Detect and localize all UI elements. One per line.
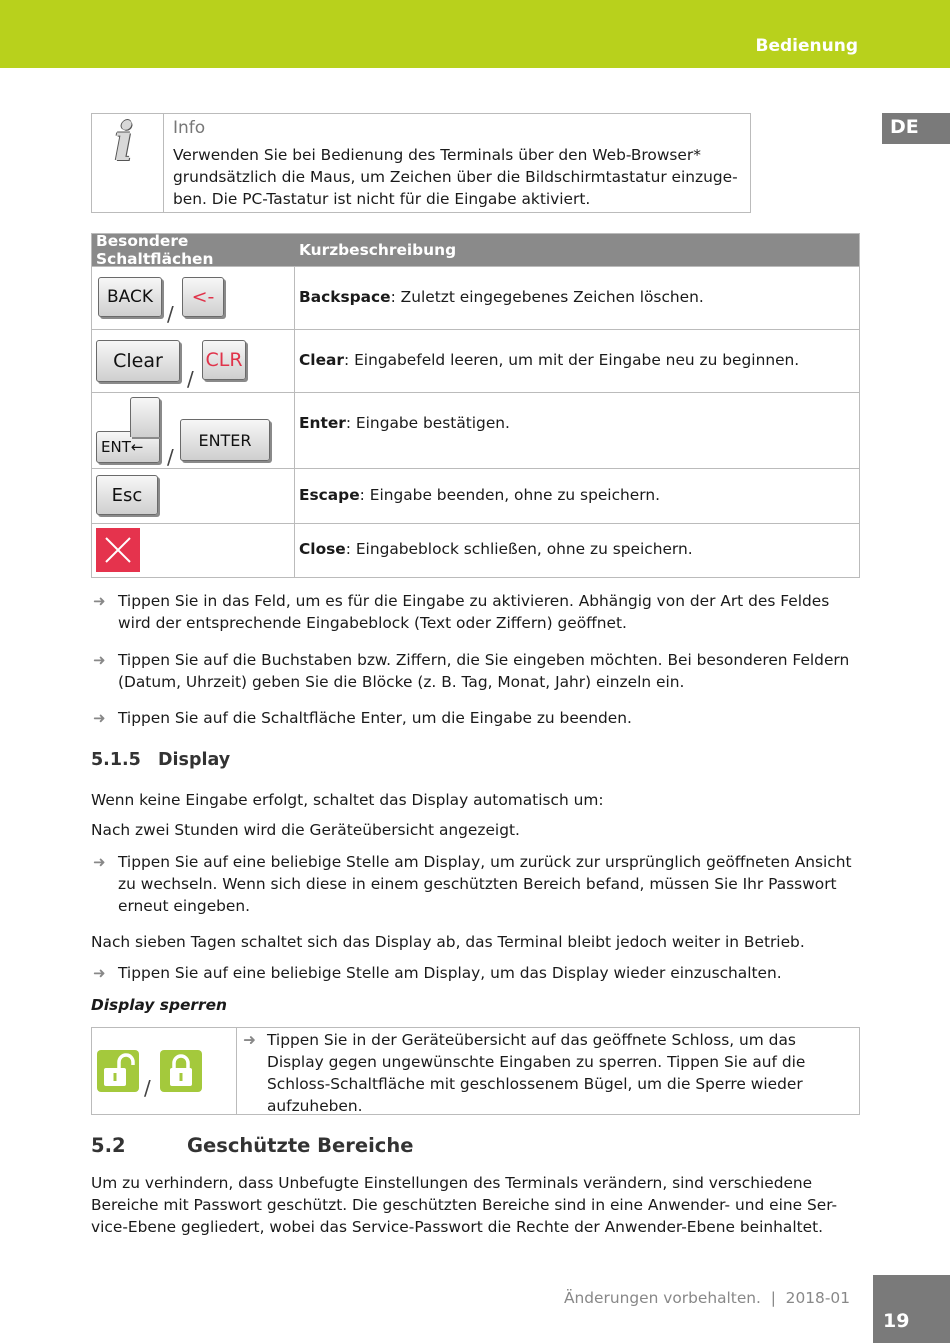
esc-key-icon: Esc (96, 475, 158, 515)
arrow-right-icon: ➜ (93, 592, 106, 610)
row-description (295, 393, 510, 468)
lock-line: Tippen Sie in der Geräteübersicht auf das geöffnete Schloss, um das (267, 1031, 796, 1049)
section-title: Geschützte Bereiche (187, 1134, 414, 1157)
button-icons (92, 267, 295, 329)
term: Escape (299, 486, 360, 504)
paragraph: Nach sieben Tagen schaltet sich das Display ab, das Terminal bleibt jedoch weiter in Betrieb. (91, 933, 805, 951)
header-bar (0, 0, 950, 68)
info-title: Info (173, 118, 206, 138)
info-line: ben. Die PC-Tastatur ist nicht für die Eingabe aktiviert. (173, 190, 591, 208)
bullet-line: Tippen Sie auf eine beliebige Stelle am Display, um das Display wieder einzuschalten. (118, 964, 782, 982)
term: Close (299, 540, 346, 558)
info-icon: i (114, 112, 134, 173)
arrow-right-icon: ➜ (93, 853, 106, 871)
info-box (91, 113, 751, 213)
column-header-description: Kurzbeschreibung (299, 241, 457, 259)
unlocked-padlock-icon (97, 1050, 139, 1092)
bullet-line: Tippen Sie in das Feld, um es für die Eingabe zu aktivieren. Abhängig von der Art des Feldes (118, 592, 830, 610)
back-key-icon: BACK (98, 277, 162, 317)
description-text: : Eingabe beenden, ohne zu speichern. (359, 486, 660, 504)
instruction-bullet (91, 649, 860, 693)
instruction-bullet (91, 707, 860, 729)
separator-slash: / (144, 1076, 151, 1100)
table-row-backspace (92, 266, 859, 329)
separator-slash: / (167, 445, 174, 469)
lock-line: Schloss-Schaltfläche mit geschlossenem Bügel, um die Sperre wieder (267, 1075, 803, 1093)
button-icons (92, 524, 295, 577)
section-number: 5.1.5 (91, 750, 141, 770)
ent-key-upper-part (130, 397, 160, 437)
table-row-clear (92, 329, 859, 392)
lock-instruction-text (242, 1029, 852, 1117)
lock-instruction-box (91, 1027, 860, 1115)
row-description (295, 267, 704, 329)
table-row-close (92, 523, 859, 577)
info-text (173, 144, 745, 210)
instruction-bullet (91, 851, 860, 917)
page-number: 19 (873, 1275, 950, 1343)
arrow-right-icon: ➜ (93, 651, 106, 669)
ent-key-icon: ENT ← (96, 431, 160, 463)
clear-key-icon: Clear (96, 340, 180, 382)
bullet-line: wird der entsprechende Eingabeblock (Text oder Ziffern) geöffnet. (118, 614, 627, 632)
paragraph: Nach zwei Stunden wird die Geräteübersicht angezeigt. (91, 821, 520, 839)
instruction-bullet (91, 590, 860, 634)
table-row-escape (92, 468, 859, 523)
lock-line: Display gegen ungewünschte Eingaben zu sperren. Tippen Sie auf die (267, 1053, 806, 1071)
term: Clear (299, 351, 344, 369)
column-header-buttons: Besondere Schaltflächen (96, 232, 214, 268)
language-badge: DE (882, 113, 950, 144)
button-icons (92, 330, 295, 392)
paragraph: Wenn keine Eingabe erfolgt, schaltet das Display automatisch um: (91, 791, 604, 809)
table-header (92, 234, 859, 266)
header-title: Bedienung (755, 36, 858, 56)
clr-key-icon: CLR (202, 340, 246, 380)
paragraph-protected-areas (91, 1172, 860, 1238)
row-description (295, 330, 799, 392)
bullet-line: Tippen Sie auf eine beliebige Stelle am Display, um zurück zur ursprünglich geöffneten Ansicht (118, 853, 852, 871)
info-line: grundsätzlich die Maus, um Zeichen über die Bildschirmtastatur einzuge- (173, 168, 738, 186)
description-text: : Eingabeblock schließen, ohne zu speichern. (345, 540, 693, 558)
row-description (295, 469, 660, 523)
close-x-icon (96, 528, 140, 572)
ent-label: ENT (101, 438, 131, 456)
bullet-line: Tippen Sie auf die Buchstaben bzw. Ziffern, die Sie eingeben möchten. Bei besonderen Feldern (118, 651, 850, 669)
backspace-arrow-key-icon: <- (182, 277, 224, 317)
description-text: : Zuletzt eingegebenes Zeichen löschen. (390, 288, 704, 306)
description-text: : Eingabefeld leeren, um mit der Eingabe neu zu beginnen. (344, 351, 800, 369)
description-text: : Eingabe bestätigen. (345, 414, 510, 432)
lock-line: aufzuheben. (267, 1097, 363, 1115)
enter-key-icon: ENTER (180, 419, 270, 461)
section-heading-protected-areas (91, 1134, 413, 1157)
bullet-line: erneut eingeben. (118, 897, 251, 915)
section-number: 5.2 (91, 1134, 126, 1157)
paragraph-line: Bereiche mit Passwort geschützt. Die geschützten Bereiche sind in eine Anwender- und eine Ser- (91, 1196, 838, 1214)
subheading-display-lock: Display sperren (91, 996, 227, 1014)
term: Enter (299, 414, 346, 432)
info-icon-cell (92, 114, 164, 212)
bullet-line: (Datum, Uhrzeit) geben Sie die Blöcke (z. B. Tag, Monat, Jahr) einzeln ein. (118, 673, 685, 691)
info-line: Verwenden Sie bei Bedienung des Terminals über den Web-Browser* (173, 146, 701, 164)
special-keys-table (91, 233, 860, 578)
bullet-line: Tippen Sie auf die Schaltfläche Enter, um die Eingabe zu beenden. (118, 709, 632, 727)
paragraph-line: vice-Ebene gegliedert, wobei das Service-Passwort die Rechte der Anwender-Ebene beinhaltet. (91, 1218, 824, 1236)
footer-note: Änderungen vorbehalten. | 2018-01 (563, 1289, 850, 1307)
button-icons (92, 469, 295, 523)
separator-slash: / (167, 302, 174, 326)
row-description (295, 524, 693, 577)
bullet-line: zu wechseln. Wenn sich diese in einem geschützten Bereich befand, müssen Sie Ihr Passwort (118, 875, 837, 893)
button-icons (92, 393, 295, 468)
locked-padlock-icon (160, 1050, 202, 1092)
lock-icons-cell (92, 1028, 237, 1114)
separator-slash: / (187, 367, 194, 391)
table-row-enter (92, 392, 859, 468)
arrow-right-icon: ➜ (93, 709, 106, 727)
paragraph-line: Um zu verhindern, dass Unbefugte Einstellungen des Terminals verändern, sind verschiedene (91, 1174, 813, 1192)
arrow-right-icon: ➜ (93, 964, 106, 982)
arrow-right-icon: ➜ (243, 1031, 256, 1049)
instruction-bullet (91, 962, 860, 984)
section-heading-display (91, 750, 230, 770)
section-title: Display (158, 750, 231, 770)
term: Backspace (299, 288, 391, 306)
